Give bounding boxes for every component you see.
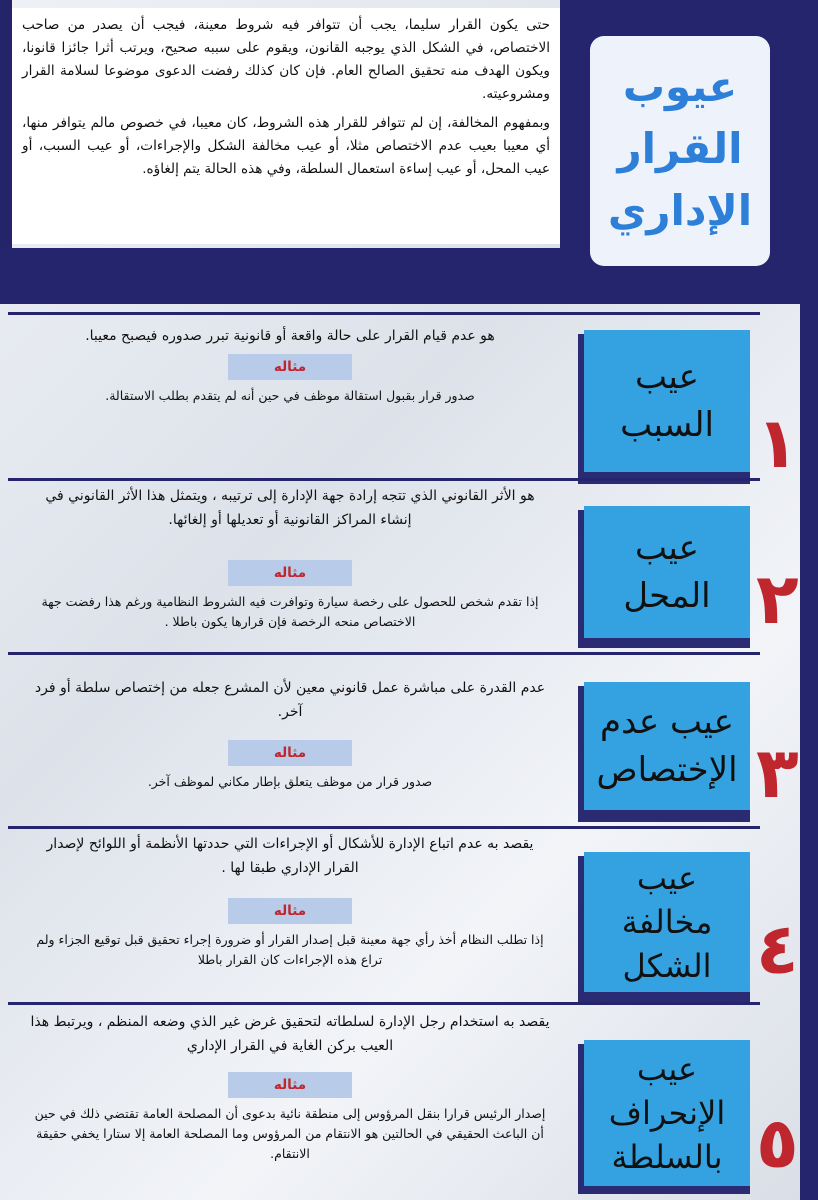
example-label: مثاله xyxy=(228,740,352,766)
defect-content xyxy=(30,484,550,632)
intro-paragraph-2: وبمفهوم المخالفة، إن لم تتوافر للقرار هذه الشروط، كان معيبا، في خصوص مالم يتوافر منها، أي معيبا بعيب عدم الاختصاص مثلا، أو عيب مخالفة الشكل والإجراءات، أو عيب السبب، أو عيب المحل، أو عيب إساءة استعمال السلطة، وفي هذه الحالة يتم إلغاؤه. xyxy=(22,115,550,177)
defect-row-4 xyxy=(0,826,800,998)
defect-definition: هو عدم قيام القرار على حالة واقعة أو قانونية تبرر صدوره فيصبح معيبا. xyxy=(85,328,495,344)
example-label: مثاله xyxy=(228,898,352,924)
title-line-1: عيوب xyxy=(622,62,738,111)
defect-number: ١ xyxy=(756,402,799,484)
defect-row-3 xyxy=(0,652,800,822)
defect-name-line-2: الإنحراف xyxy=(608,1094,726,1132)
defect-number: ٤ xyxy=(756,908,799,990)
defect-example: إذا تقدم شخص للحصول على رخصة سيارة وتوافرت فيه الشروط النظامية ورغم هذا رفضت جهة الاختصاص منحه الرخصة فإن قرارها يكون باطلا . xyxy=(41,594,539,629)
defect-name-line-2: المحل xyxy=(623,576,711,616)
defect-definition: هو الأثر القانوني الذي تتجه إرادة جهة الإدارة إلى ترتيبه ، ويتمثل هذا الأثر القانوني في إنشاء المراكز القانونية أو تعديلها أو إلغائها. xyxy=(45,488,535,528)
defect-number: ٣ xyxy=(756,732,799,814)
left-edge-bar xyxy=(0,0,12,258)
defect-example: إصدار الرئيس قرارا بنقل المرؤوس إلى منطقة نائية بدعوى أن المصلحة العامة تقتضي ذلك في حين أن الباعث الحقيقي في الحالتين هو الانتقام من المرؤوس وما المصلحة العامة إلا ستارا يخفي حقيقة الانتقام. xyxy=(34,1106,546,1161)
title-line-2: القرار xyxy=(617,124,743,173)
defect-name-card xyxy=(584,330,750,472)
defect-definition: عدم القدرة على مباشرة عمل قانوني معين لأن المشرع جعله من إختصاص سلطة أو فرد آخر. xyxy=(34,680,546,720)
defect-example: صدور قرار من موظف يتعلق بإطار مكاني لموظف آخر. xyxy=(147,774,433,789)
defect-name-line-1: عيب xyxy=(635,357,699,397)
right-edge-bar xyxy=(800,304,818,1200)
defect-name-line-1: عيب xyxy=(635,528,699,568)
defect-number: ٥ xyxy=(756,1102,799,1184)
intro-paragraph-1: حتى يكون القرار سليما، يجب أن تتوافر فيه شروط معينة، فيجب أن يصدر من صاحب الاختصاص، في الشكل الذي يوجبه القانون، ويقوم على سببه صحيح، ويرتب أثرا جائزا قانونا، ويكون الهدف منه تحقيق الصالح العام. فإن كان كذلك رفضت الدعوى موضوعا لسلامة القرار ومشروعيته. xyxy=(22,17,550,102)
defect-name-card xyxy=(584,852,750,992)
defect-number: ٢ xyxy=(756,558,799,640)
defect-content xyxy=(30,832,550,970)
defect-definition: يقصد به عدم اتباع الإدارة للأشكال أو الإجراءات التي حددتها الأنظمة أو اللوائح لإصدار القرار الإداري طبقا لها . xyxy=(46,836,534,876)
intro-text-box xyxy=(12,8,560,244)
defect-name-line-1: عيب عدم xyxy=(600,702,734,742)
defect-name-line-1: عيب xyxy=(636,1050,698,1088)
defect-name-line-2: الإختصاص xyxy=(596,750,738,790)
defect-name-card xyxy=(584,506,750,638)
defect-name-line-2: مخالفة xyxy=(621,903,713,941)
defect-name-line-2: السبب xyxy=(620,405,714,445)
defect-definition: يقصد به استخدام رجل الإدارة لسلطاته لتحقيق غرض غير الذي وضعه المنظم ، ويرتبط هذا العيب بركن الغاية في القرار الإداري xyxy=(30,1014,550,1054)
defect-content xyxy=(30,676,550,792)
defect-row-5 xyxy=(0,1002,800,1200)
defect-name-card xyxy=(584,1040,750,1186)
example-label: مثاله xyxy=(228,560,352,586)
example-label: مثاله xyxy=(228,1072,352,1098)
example-label: مثاله xyxy=(228,354,352,380)
defect-name-card xyxy=(584,682,750,810)
defect-row-1 xyxy=(0,312,800,484)
defect-content xyxy=(30,324,550,406)
defect-example: صدور قرار بقبول استقالة موظف في حين أنه لم يتقدم بطلب الاستقالة. xyxy=(105,388,475,403)
defect-content xyxy=(30,1010,550,1164)
defect-example: إذا تطلب النظام أخذ رأي جهة معينة قبل إصدار القرار أو ضرورة إجراء تحقيق قبل توقيع الجزاء ولم تراع هذه الإجراءات كان القرار باطلا xyxy=(36,932,544,967)
defect-name-line-3: بالسلطة xyxy=(611,1138,723,1176)
defect-name-line-1: عيب xyxy=(636,859,698,897)
title-line-3: الإداري xyxy=(607,186,753,235)
page-title xyxy=(590,56,770,242)
defect-row-2 xyxy=(0,478,800,648)
defect-name-line-3: الشكل xyxy=(622,947,712,985)
